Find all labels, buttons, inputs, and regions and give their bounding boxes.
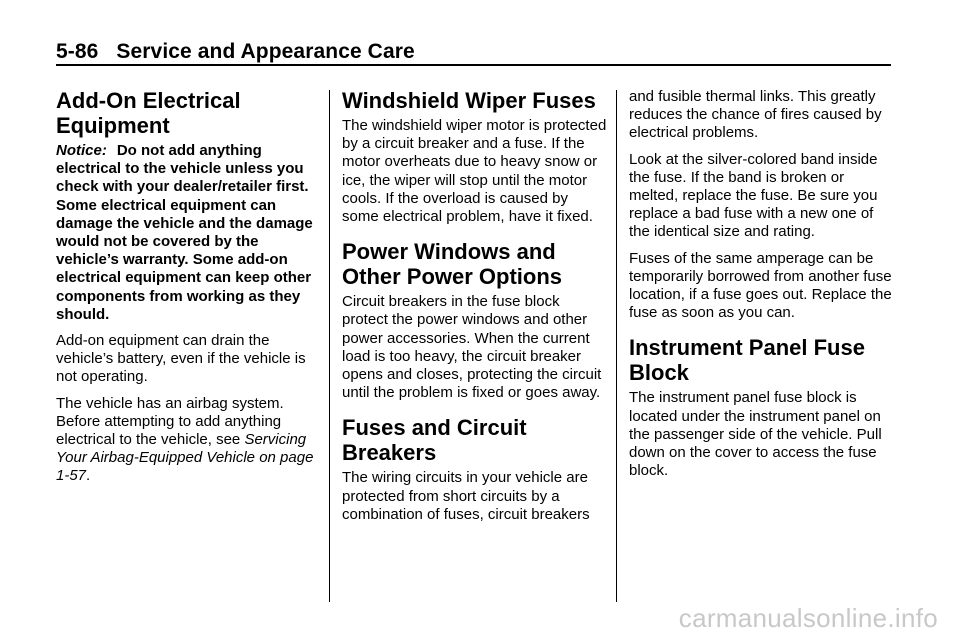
page-number: 5-86 [56, 40, 99, 63]
paragraph: Look at the silver-colored band inside the fuse. If the band is broken or melted, replace the fuse. Be sure you replace a bad fuse with a new one of the identical size and rating. [629, 150, 878, 241]
paragraph: Circuit breakers in the fuse block protect the power windows and other power accessories. When the current load is too heavy, the circuit breaker opens and closes, protecting the circuit until the problem is fixed or goes away. [342, 293, 602, 402]
column-2 [342, 88, 607, 532]
paragraph-text: The vehicle has an airbag system. Before attempting to add anything electrical to the vehicle, see [56, 394, 284, 449]
paragraph-end: . [86, 467, 91, 485]
column-divider [616, 90, 617, 602]
column-3 [629, 88, 895, 488]
paragraph: The wiring circuits in your vehicle are protected from short circuits by a combination of fuses, circuit breakers [342, 469, 590, 523]
cross-reference-link[interactable]: Servicing Your Airbag-Equipped Vehicle on page 1-57 [56, 431, 314, 485]
notice-label: Notice: [56, 142, 107, 159]
paragraph: The instrument panel fuse block is located under the instrument panel on the passenger side of the vehicle. Pull down on the cover to access the fuse block. [629, 389, 882, 480]
watermark: carmanualsonline.info [678, 603, 938, 633]
heading-windshield-wiper-fuses: Windshield Wiper Fuses [342, 88, 596, 113]
heading-instrument-panel-fuse-block: Instrument Panel Fuse Block [629, 335, 865, 386]
paragraph: and fusible thermal links. This greatly reduces the chance of fires caused by electrical problems. [629, 88, 882, 142]
paragraph: The windshield wiper motor is protected by a circuit breaker and a fuse. If the motor overheats due to heavy snow or ice, the wiper will stop until the motor cools. If the overload is caused by some electrical problem, have it fixed. [342, 117, 607, 226]
column-1 [56, 88, 320, 494]
section-title: Service and Appearance Care [116, 40, 415, 63]
heading-add-on-electrical: Add-On Electrical Equipment [56, 88, 241, 138]
column-divider [329, 90, 330, 602]
notice-paragraph [56, 142, 320, 324]
heading-power-windows: Power Windows and Other Power Options [342, 239, 563, 290]
paragraph: Fuses of the same amperage can be temporarily borrowed from another fuse location, if a fuse goes out. Replace the fuse as soon as you can. [629, 249, 892, 322]
heading-fuses-and-circuit-breakers: Fuses and Circuit Breakers [342, 415, 527, 466]
paragraph: Add-on equipment can drain the vehicle’s battery, even if the vehicle is not operating. [56, 332, 306, 386]
notice-text: Do not add anything electrical to the vehicle unless you check with your dealer/retailer first. Some electrical equipment can damage the vehicle and the damage would not be covered by the vehicle’s warranty. Some add-on electrical equipment can keep other components from working as they should. [56, 142, 313, 323]
paragraph-airbag [56, 395, 320, 486]
header-rule [56, 64, 891, 66]
page-header [56, 40, 415, 64]
